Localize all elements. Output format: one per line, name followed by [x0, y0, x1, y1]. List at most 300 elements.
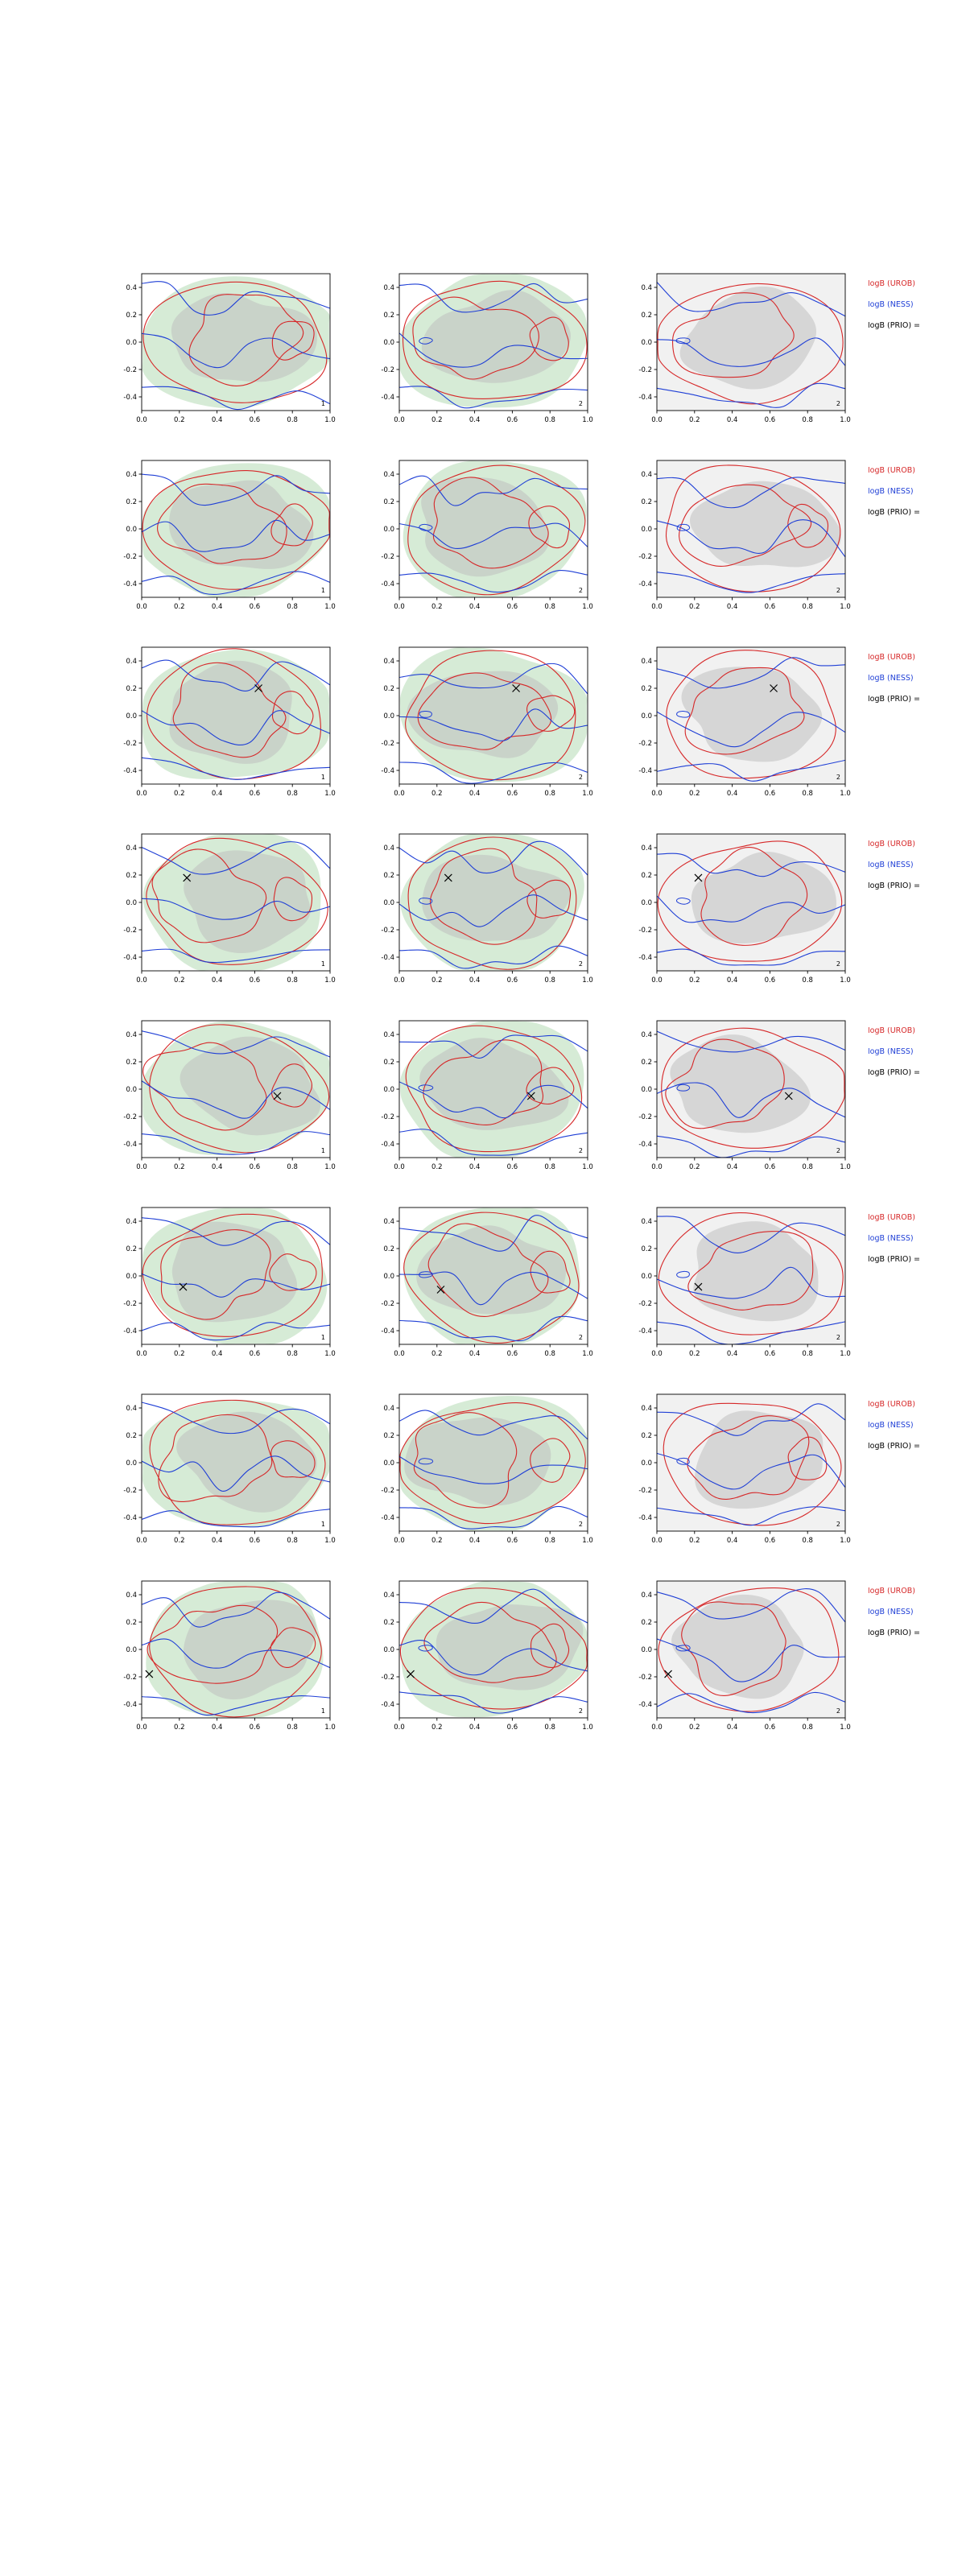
panel-number-label: 1 — [320, 1334, 325, 1341]
y-tick-label: 0.0 — [383, 1459, 394, 1468]
x-tick-label: 0.4 — [211, 976, 223, 985]
x-tick-label: 0.2 — [174, 603, 185, 611]
x-tick-label: 0.8 — [287, 1163, 298, 1171]
panel-cell — [105, 1013, 338, 1182]
panel-plot-area — [105, 1013, 338, 1182]
x-tick-label: 1.0 — [840, 416, 851, 424]
x-tick-label: 0.2 — [174, 416, 185, 424]
x-tick-label: 0.2 — [431, 1537, 443, 1545]
x-tick-label: 1.0 — [840, 1163, 851, 1171]
y-tick-label: -0.2 — [381, 1674, 394, 1682]
x-tick-label: 0.0 — [394, 603, 405, 611]
x-tick-label: 0.2 — [174, 1163, 185, 1171]
y-tick-label: 0.2 — [383, 1245, 394, 1253]
legend-item: logB (PRIO) = — [868, 1443, 921, 1451]
x-tick-label: 0.0 — [651, 1163, 663, 1171]
x-tick-label: 0.0 — [651, 1724, 663, 1732]
y-tick-label: 0.0 — [641, 712, 652, 720]
y-tick-label: -0.2 — [381, 1487, 394, 1495]
legend-item: logB (UROB) — [868, 280, 915, 288]
panel-plot-area — [620, 452, 853, 621]
x-tick-label: 0.8 — [802, 790, 813, 798]
panel-plot-area — [620, 1386, 853, 1555]
y-tick-label: 0.4 — [126, 471, 137, 479]
legend — [868, 1587, 966, 1650]
x-tick-label: 0.4 — [726, 1537, 738, 1545]
x-tick-label: 1.0 — [324, 1724, 336, 1732]
y-tick-label: 0.4 — [641, 1591, 652, 1600]
x-tick-label: 1.0 — [582, 790, 593, 798]
x-tick-label: 0.0 — [394, 790, 405, 798]
panel-cell — [105, 452, 338, 621]
y-tick-label: 0.4 — [641, 844, 652, 852]
x-tick-label: 0.2 — [431, 603, 443, 611]
contour-panel — [362, 1013, 596, 1182]
y-tick-label: -0.4 — [638, 767, 652, 775]
y-tick-label: -0.2 — [123, 1487, 137, 1495]
legend-item: logB (PRIO) = — [868, 696, 921, 704]
panel-number-label: 2 — [836, 1521, 840, 1528]
contour-panel — [362, 1573, 596, 1742]
y-tick-label: 0.0 — [126, 526, 137, 534]
legend-item: logB (PRIO) = — [868, 882, 921, 890]
panel-cell — [105, 1386, 338, 1555]
x-tick-label: 0.4 — [211, 1724, 223, 1732]
panel-cell — [362, 1573, 596, 1742]
panel-number-label: 2 — [836, 1707, 840, 1715]
panel-number-label: 2 — [578, 1707, 583, 1715]
y-tick-label: 0.4 — [383, 844, 394, 852]
panel-plot-area — [620, 266, 853, 435]
x-tick-label: 0.2 — [689, 1537, 700, 1545]
y-tick-label: -0.2 — [381, 366, 394, 374]
legend-item: logB (NESS) — [868, 1608, 914, 1616]
y-tick-label: 0.2 — [126, 1059, 137, 1067]
x-tick-label: 0.6 — [506, 790, 518, 798]
x-tick-label: 0.0 — [394, 1537, 405, 1545]
x-tick-label: 0.4 — [469, 603, 481, 611]
y-tick-label: -0.4 — [638, 394, 652, 402]
panel-cell — [362, 639, 596, 808]
y-tick-label: 0.2 — [641, 685, 652, 693]
legend-item: logB (UROB) — [868, 1587, 915, 1596]
x-tick-label: 1.0 — [840, 1350, 851, 1358]
y-tick-label: 0.2 — [126, 685, 137, 693]
y-tick-label: 0.4 — [383, 1031, 394, 1039]
x-tick-label: 0.0 — [651, 603, 663, 611]
x-tick-label: 0.4 — [726, 603, 738, 611]
x-tick-label: 0.6 — [506, 1350, 518, 1358]
panel-number-label: 2 — [836, 400, 840, 407]
y-tick-label: -0.4 — [123, 580, 137, 588]
x-tick-label: 0.0 — [136, 416, 147, 424]
contour-panel — [620, 1199, 853, 1368]
y-tick-label: 0.4 — [383, 471, 394, 479]
legend — [868, 1214, 966, 1277]
x-tick-label: 0.8 — [802, 603, 813, 611]
y-tick-label: -0.2 — [381, 1300, 394, 1308]
y-tick-label: -0.2 — [638, 1113, 652, 1121]
y-tick-label: 0.4 — [383, 658, 394, 666]
contour-panel — [362, 452, 596, 621]
y-tick-label: 0.0 — [126, 1646, 137, 1654]
panel-plot-area — [105, 1199, 338, 1368]
y-tick-label: -0.4 — [381, 954, 394, 962]
x-tick-label: 1.0 — [840, 976, 851, 985]
panel-cell — [105, 826, 338, 995]
y-tick-label: 0.2 — [383, 498, 394, 506]
contour-panel — [620, 1386, 853, 1555]
panel-number-label: 2 — [578, 587, 583, 594]
y-tick-label: 0.0 — [641, 1646, 652, 1654]
x-tick-label: 0.0 — [136, 603, 147, 611]
x-tick-label: 0.2 — [689, 603, 700, 611]
x-tick-label: 1.0 — [840, 1537, 851, 1545]
panel-cell — [362, 266, 596, 435]
legend — [868, 654, 966, 716]
x-tick-label: 0.4 — [211, 416, 223, 424]
y-tick-label: 0.4 — [383, 1591, 394, 1600]
panel-cell — [105, 1199, 338, 1368]
y-tick-label: -0.2 — [123, 553, 137, 561]
y-tick-label: 0.0 — [383, 526, 394, 534]
y-tick-label: 0.4 — [641, 1031, 652, 1039]
y-tick-label: 0.0 — [641, 899, 652, 907]
x-tick-label: 0.6 — [249, 416, 261, 424]
x-tick-label: 0.8 — [287, 1537, 298, 1545]
y-tick-label: 0.2 — [641, 1245, 652, 1253]
x-tick-label: 1.0 — [324, 603, 336, 611]
x-tick-label: 0.6 — [506, 416, 518, 424]
y-tick-label: 0.0 — [126, 1086, 137, 1094]
y-tick-label: -0.4 — [123, 1327, 137, 1335]
x-tick-label: 0.4 — [211, 1350, 223, 1358]
panel-cell — [362, 1013, 596, 1182]
legend-item: logB (NESS) — [868, 1235, 914, 1243]
x-tick-label: 0.6 — [764, 1724, 776, 1732]
x-tick-label: 0.4 — [726, 1724, 738, 1732]
panel-plot-area — [362, 1573, 596, 1742]
x-tick-label: 0.6 — [764, 1537, 776, 1545]
contour-panel — [362, 1199, 596, 1368]
panel-plot-area — [362, 266, 596, 435]
x-tick-label: 0.0 — [651, 790, 663, 798]
y-tick-label: 0.2 — [641, 1619, 652, 1627]
y-tick-label: -0.4 — [381, 580, 394, 588]
x-tick-label: 0.0 — [136, 1163, 147, 1171]
x-tick-label: 0.2 — [689, 1724, 700, 1732]
y-tick-label: -0.4 — [123, 767, 137, 775]
y-tick-label: -0.2 — [381, 740, 394, 748]
legend-item: logB (PRIO) = — [868, 509, 921, 517]
y-tick-label: 0.2 — [126, 872, 137, 880]
x-tick-label: 0.2 — [431, 1350, 443, 1358]
panel-row — [0, 639, 966, 826]
x-tick-label: 0.6 — [249, 790, 261, 798]
x-tick-label: 1.0 — [840, 603, 851, 611]
y-tick-label: 0.4 — [641, 1218, 652, 1226]
x-tick-label: 0.6 — [506, 976, 518, 985]
x-tick-label: 0.2 — [174, 1724, 185, 1732]
panel-cell — [105, 1573, 338, 1742]
y-tick-label: -0.2 — [638, 1674, 652, 1682]
panel-number-label: 1 — [320, 960, 325, 968]
x-tick-label: 0.6 — [249, 1724, 261, 1732]
y-tick-label: -0.2 — [381, 1113, 394, 1121]
panel-number-label: 2 — [578, 1521, 583, 1528]
x-tick-label: 0.6 — [249, 976, 261, 985]
legend-item: logB (PRIO) = — [868, 322, 921, 330]
x-tick-label: 1.0 — [582, 976, 593, 985]
x-tick-label: 0.6 — [506, 1537, 518, 1545]
y-tick-label: 0.0 — [126, 712, 137, 720]
y-tick-label: 0.2 — [383, 1059, 394, 1067]
contour-panel — [620, 826, 853, 995]
y-tick-label: 0.0 — [126, 339, 137, 347]
panel-number-label: 2 — [836, 587, 840, 594]
y-tick-label: -0.2 — [381, 553, 394, 561]
panel-plot-area — [620, 639, 853, 808]
panel-number-label: 1 — [320, 400, 325, 407]
x-tick-label: 0.2 — [174, 976, 185, 985]
x-tick-label: 0.0 — [651, 1350, 663, 1358]
panel-cell — [105, 639, 338, 808]
x-tick-label: 0.8 — [544, 1537, 555, 1545]
contour-panel — [362, 266, 596, 435]
y-tick-label: 0.0 — [383, 339, 394, 347]
y-tick-label: -0.4 — [638, 580, 652, 588]
y-tick-label: -0.2 — [123, 740, 137, 748]
y-tick-label: 0.0 — [383, 1086, 394, 1094]
y-tick-label: -0.4 — [123, 394, 137, 402]
panel-plot-area — [362, 639, 596, 808]
panel-plot-area — [620, 1199, 853, 1368]
y-tick-label: 0.0 — [641, 526, 652, 534]
x-tick-label: 0.4 — [211, 603, 223, 611]
panel-plot-area — [105, 826, 338, 995]
x-tick-label: 0.4 — [726, 1350, 738, 1358]
x-tick-label: 0.0 — [651, 416, 663, 424]
y-tick-label: -0.4 — [123, 954, 137, 962]
panel-cell — [362, 1386, 596, 1555]
x-tick-label: 0.6 — [764, 416, 776, 424]
y-tick-label: 0.2 — [641, 1059, 652, 1067]
y-tick-label: 0.2 — [126, 498, 137, 506]
x-tick-label: 0.0 — [136, 1537, 147, 1545]
y-tick-label: 0.2 — [641, 498, 652, 506]
panel-plot-area — [362, 1386, 596, 1555]
y-tick-label: 0.4 — [126, 1405, 137, 1413]
legend-item: logB (UROB) — [868, 654, 915, 662]
panel-cell — [620, 639, 853, 808]
y-tick-label: -0.4 — [638, 1514, 652, 1522]
x-tick-label: 0.2 — [689, 1350, 700, 1358]
y-tick-label: 0.0 — [126, 1459, 137, 1468]
panel-plot-area — [105, 452, 338, 621]
panel-number-label: 2 — [578, 774, 583, 781]
x-tick-label: 1.0 — [324, 1537, 336, 1545]
panel-row — [0, 452, 966, 639]
x-tick-label: 0.2 — [174, 790, 185, 798]
panel-plot-area — [105, 1573, 338, 1742]
contour-panel — [362, 1386, 596, 1555]
panel-plot-area — [620, 1013, 853, 1182]
contour-panel — [105, 1386, 338, 1555]
x-tick-label: 1.0 — [582, 1350, 593, 1358]
x-tick-label: 0.4 — [726, 790, 738, 798]
panel-plot-area — [362, 452, 596, 621]
x-tick-label: 0.2 — [431, 1724, 443, 1732]
panel-number-label: 2 — [836, 1147, 840, 1154]
panel-number-label: 2 — [578, 1334, 583, 1341]
y-tick-label: 0.2 — [383, 1619, 394, 1627]
x-tick-label: 0.8 — [287, 976, 298, 985]
contour-panel — [105, 826, 338, 995]
x-tick-label: 0.4 — [469, 1537, 481, 1545]
y-tick-label: 0.0 — [126, 1273, 137, 1281]
contour-panel — [105, 639, 338, 808]
x-tick-label: 0.4 — [469, 1724, 481, 1732]
panel-number-label: 2 — [578, 400, 583, 407]
panel-number-label: 2 — [578, 1147, 583, 1154]
panel-plot-area — [362, 1199, 596, 1368]
legend-item: logB (NESS) — [868, 301, 914, 309]
panel-cell — [362, 452, 596, 621]
x-tick-label: 0.4 — [211, 1163, 223, 1171]
y-tick-label: -0.4 — [638, 1701, 652, 1709]
y-tick-label: 0.4 — [126, 1031, 137, 1039]
x-tick-label: 0.8 — [802, 1724, 813, 1732]
y-tick-label: 0.0 — [383, 712, 394, 720]
y-tick-label: -0.2 — [638, 366, 652, 374]
x-tick-label: 1.0 — [324, 1163, 336, 1171]
x-tick-label: 0.4 — [469, 1350, 481, 1358]
x-tick-label: 0.6 — [249, 1350, 261, 1358]
x-tick-label: 0.8 — [544, 1724, 555, 1732]
x-tick-label: 0.2 — [431, 790, 443, 798]
contour-panel — [105, 266, 338, 435]
x-tick-label: 0.0 — [394, 976, 405, 985]
y-tick-label: -0.2 — [123, 366, 137, 374]
x-tick-label: 0.8 — [802, 1350, 813, 1358]
x-tick-label: 1.0 — [324, 790, 336, 798]
x-tick-label: 0.8 — [544, 1163, 555, 1171]
panel-number-label: 1 — [320, 1521, 325, 1528]
y-tick-label: 0.0 — [641, 1459, 652, 1468]
x-tick-label: 0.2 — [431, 416, 443, 424]
x-tick-label: 0.0 — [136, 1724, 147, 1732]
panel-plot-area — [620, 1573, 853, 1742]
x-tick-label: 0.8 — [287, 1350, 298, 1358]
x-tick-label: 1.0 — [582, 603, 593, 611]
y-tick-label: -0.4 — [381, 1701, 394, 1709]
x-tick-label: 0.8 — [287, 790, 298, 798]
y-tick-label: -0.4 — [381, 767, 394, 775]
x-tick-label: 0.8 — [544, 416, 555, 424]
y-tick-label: 0.0 — [641, 339, 652, 347]
x-tick-label: 1.0 — [324, 416, 336, 424]
x-tick-label: 0.4 — [469, 790, 481, 798]
legend — [868, 1027, 966, 1090]
x-tick-label: 0.0 — [651, 976, 663, 985]
x-tick-label: 0.6 — [764, 976, 776, 985]
panel-plot-area — [105, 266, 338, 435]
x-tick-label: 0.6 — [506, 1724, 518, 1732]
y-tick-label: -0.2 — [123, 927, 137, 935]
x-tick-label: 0.4 — [211, 1537, 223, 1545]
x-tick-label: 0.4 — [469, 1163, 481, 1171]
contour-panel — [362, 639, 596, 808]
y-tick-label: 0.2 — [641, 872, 652, 880]
x-tick-label: 0.2 — [174, 1350, 185, 1358]
x-tick-label: 0.6 — [506, 603, 518, 611]
panel-cell — [620, 1013, 853, 1182]
panel-row — [0, 266, 966, 452]
y-tick-label: 0.4 — [383, 284, 394, 292]
x-tick-label: 0.0 — [136, 790, 147, 798]
y-tick-label: -0.4 — [381, 1327, 394, 1335]
contour-panel — [620, 452, 853, 621]
y-tick-label: 0.2 — [383, 685, 394, 693]
y-tick-label: 0.2 — [126, 312, 137, 320]
contour-panel — [620, 266, 853, 435]
y-tick-label: -0.2 — [638, 1487, 652, 1495]
x-tick-label: 0.8 — [287, 416, 298, 424]
x-tick-label: 0.2 — [431, 976, 443, 985]
x-tick-label: 0.2 — [689, 976, 700, 985]
y-tick-label: 0.4 — [126, 844, 137, 852]
x-tick-label: 0.8 — [802, 1163, 813, 1171]
contour-panel — [105, 1199, 338, 1368]
panel-cell — [620, 1386, 853, 1555]
y-tick-label: 0.4 — [641, 284, 652, 292]
panel-cell — [362, 826, 596, 995]
y-tick-label: 0.4 — [641, 471, 652, 479]
x-tick-label: 0.6 — [249, 1163, 261, 1171]
y-tick-label: 0.2 — [383, 872, 394, 880]
y-tick-label: 0.0 — [383, 1273, 394, 1281]
y-tick-label: 0.2 — [126, 1245, 137, 1253]
x-tick-label: 0.6 — [249, 1537, 261, 1545]
panel-plot-area — [362, 826, 596, 995]
x-tick-label: 0.4 — [726, 416, 738, 424]
x-tick-label: 0.0 — [394, 1724, 405, 1732]
panel-plot-area — [620, 826, 853, 995]
x-tick-label: 0.0 — [394, 1163, 405, 1171]
legend-item: logB (NESS) — [868, 861, 914, 869]
panel-cell — [620, 1573, 853, 1742]
y-tick-label: 0.0 — [641, 1273, 652, 1281]
x-tick-label: 0.8 — [287, 1724, 298, 1732]
legend-item: logB (NESS) — [868, 1422, 914, 1430]
y-tick-label: 0.0 — [641, 1086, 652, 1094]
x-tick-label: 1.0 — [582, 416, 593, 424]
x-tick-label: 0.8 — [544, 603, 555, 611]
y-tick-label: -0.2 — [638, 1300, 652, 1308]
x-tick-label: 0.8 — [287, 603, 298, 611]
panel-plot-area — [105, 639, 338, 808]
x-tick-label: 0.2 — [689, 416, 700, 424]
x-tick-label: 0.6 — [764, 1163, 776, 1171]
legend — [868, 280, 966, 343]
panel-number-label: 2 — [836, 1334, 840, 1341]
x-tick-label: 0.2 — [689, 1163, 700, 1171]
y-tick-label: -0.4 — [381, 1514, 394, 1522]
panel-number-label: 1 — [320, 587, 325, 594]
x-tick-label: 0.8 — [802, 976, 813, 985]
y-tick-label: 0.4 — [126, 658, 137, 666]
x-tick-label: 0.8 — [544, 976, 555, 985]
